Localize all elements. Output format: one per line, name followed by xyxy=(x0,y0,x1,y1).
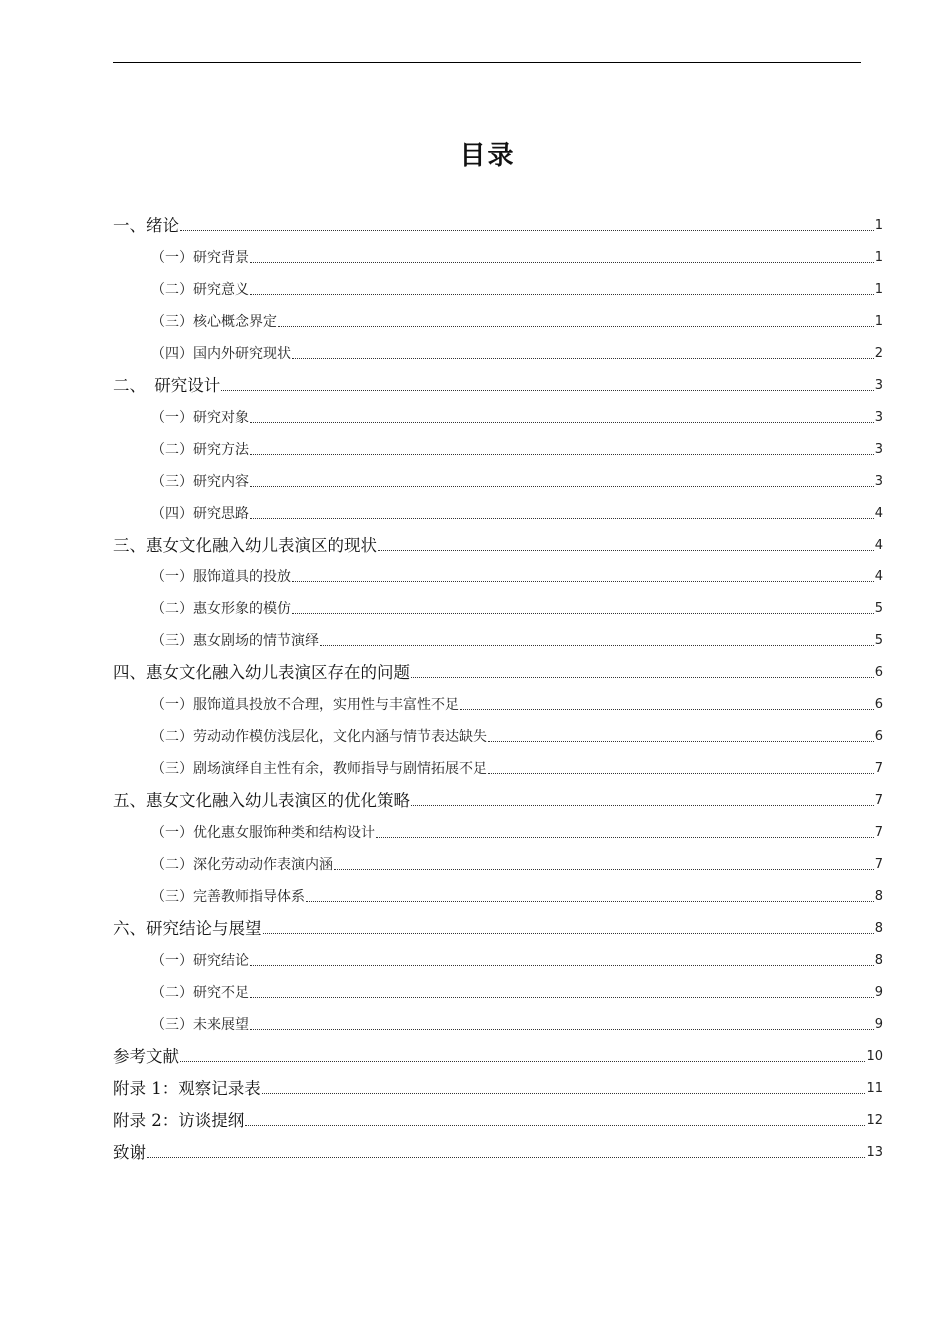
toc-page-number: 1 xyxy=(874,281,883,297)
toc-page-number: 5 xyxy=(874,601,883,617)
toc-chapter-entry[interactable] xyxy=(113,1133,883,1163)
toc-section-entry[interactable] xyxy=(151,973,883,1003)
toc-dot-leader xyxy=(180,1061,865,1062)
toc-chapter-entry[interactable] xyxy=(113,206,883,236)
toc-dot-leader xyxy=(250,1029,874,1030)
toc-chapter-entry[interactable] xyxy=(113,909,883,939)
toc-section-entry[interactable] xyxy=(151,877,883,907)
toc-entry-title: （一）研究背景 xyxy=(151,249,249,266)
toc-chapter-entry[interactable] xyxy=(113,781,883,811)
toc-entry-title: （二）惠女形象的模仿 xyxy=(151,601,291,618)
toc-section-entry[interactable] xyxy=(151,1005,883,1035)
toc-dot-leader xyxy=(411,805,874,806)
toc-dot-leader xyxy=(245,1125,865,1126)
toc-entry-title: （一）服饰道具的投放 xyxy=(151,569,291,586)
toc-section-entry[interactable] xyxy=(151,238,883,268)
toc-dot-leader xyxy=(306,901,874,902)
toc-page-number: 5 xyxy=(874,633,883,649)
toc-section-entry[interactable] xyxy=(151,494,883,524)
toc-section-entry[interactable] xyxy=(151,430,883,460)
toc-section-entry[interactable] xyxy=(151,621,883,651)
toc-dot-leader xyxy=(334,869,874,870)
toc-entry-title: （三）惠女剧场的情节演绎 xyxy=(151,633,319,650)
toc-entry-title: 五、惠女文化融入幼儿表演区的优化策略 xyxy=(113,791,410,811)
toc-dot-leader xyxy=(180,230,874,231)
toc-page-number: 4 xyxy=(874,569,883,585)
toc-page-number: 3 xyxy=(874,409,883,425)
toc-page-number: 12 xyxy=(866,1112,883,1128)
toc-dot-leader xyxy=(320,645,874,646)
toc-section-entry[interactable] xyxy=(151,717,883,747)
toc-page-number: 7 xyxy=(874,793,883,809)
toc-chapter-entry[interactable] xyxy=(113,366,883,396)
toc-entry-title: （三）核心概念界定 xyxy=(151,313,277,330)
toc-chapter-entry[interactable] xyxy=(113,653,883,683)
toc-entry-title: （四）研究思路 xyxy=(151,505,249,522)
toc-section-entry[interactable] xyxy=(151,685,883,715)
toc-dot-leader xyxy=(488,741,874,742)
toc-entry-title: 三、惠女文化融入幼儿表演区的现状 xyxy=(113,535,377,555)
toc-entry-title: （二）研究意义 xyxy=(151,281,249,298)
toc-dot-leader xyxy=(250,454,874,455)
toc-section-entry[interactable] xyxy=(151,334,883,364)
toc-dot-leader xyxy=(378,550,874,551)
toc-page-number: 6 xyxy=(874,697,883,713)
toc-dot-leader xyxy=(292,613,874,614)
toc-dot-leader xyxy=(376,837,874,838)
toc-page-number: 10 xyxy=(866,1048,883,1064)
toc-page-number: 2 xyxy=(874,345,883,361)
toc-section-entry[interactable] xyxy=(151,270,883,300)
toc-page-number: 3 xyxy=(874,473,883,489)
toc-dot-leader xyxy=(488,773,874,774)
toc-page-number: 8 xyxy=(874,920,883,936)
toc-dot-leader xyxy=(411,677,874,678)
toc-chapter-entry[interactable] xyxy=(113,1101,883,1131)
toc-dot-leader xyxy=(250,294,874,295)
toc-section-entry[interactable] xyxy=(151,302,883,332)
toc-section-entry[interactable] xyxy=(151,941,883,971)
toc-entry-title: （二）研究方法 xyxy=(151,441,249,458)
toc-dot-leader xyxy=(250,997,874,998)
toc-dot-leader xyxy=(250,518,874,519)
toc-entry-title: （三）未来展望 xyxy=(151,1016,249,1033)
toc-dot-leader xyxy=(278,326,874,327)
toc-entry-title: 附录 1：观察记录表 xyxy=(113,1078,261,1098)
toc-entry-title: （一）研究结论 xyxy=(151,952,249,969)
toc-entry-title: 参考文献 xyxy=(113,1046,179,1066)
toc-dot-leader xyxy=(250,262,874,263)
toc-entry-title: （二）研究不足 xyxy=(151,984,249,1001)
toc-page-number: 6 xyxy=(874,665,883,681)
toc-entry-title: （四）国内外研究现状 xyxy=(151,345,291,362)
toc-dot-leader xyxy=(147,1157,865,1158)
toc-section-entry[interactable] xyxy=(151,749,883,779)
toc-entry-title: 一、绪论 xyxy=(113,216,179,235)
toc-dot-leader xyxy=(263,933,874,934)
toc-page-number: 3 xyxy=(874,377,883,393)
toc-entry-title: （二）劳动动作模仿浅层化，文化内涵与情节表达缺失 xyxy=(151,729,487,746)
toc-dot-leader xyxy=(250,965,874,966)
toc-title: 目录 xyxy=(459,141,516,171)
toc-page-number: 8 xyxy=(874,952,883,968)
toc-entry-title: （一）服饰道具投放不合理，实用性与丰富性不足 xyxy=(151,697,459,714)
toc-page-number: 11 xyxy=(866,1080,883,1096)
toc-page-number: 7 xyxy=(874,857,883,872)
toc-section-entry[interactable] xyxy=(151,813,883,843)
toc-page-number: 4 xyxy=(874,537,883,553)
toc-dot-leader xyxy=(250,486,874,487)
toc-entry-title: （三）剧场演绎自主性有余，教师指导与剧情拓展不足 xyxy=(151,761,487,778)
toc-dot-leader xyxy=(262,1093,866,1094)
toc-page-number: 7 xyxy=(874,825,883,841)
toc-page-number: 9 xyxy=(874,1016,883,1032)
toc-page-number: 1 xyxy=(874,218,883,233)
toc-page-number: 1 xyxy=(874,313,883,329)
toc-page-number: 6 xyxy=(874,729,883,745)
toc-entry-title: 二、 研究设计 xyxy=(113,375,221,395)
toc-entry-title: （三）研究内容 xyxy=(151,473,249,490)
toc-entry-title: （一）优化惠女服饰种类和结构设计 xyxy=(151,825,375,842)
toc-entry-title: 四、惠女文化融入幼儿表演区存在的问题 xyxy=(113,663,410,683)
toc-section-entry[interactable] xyxy=(151,462,883,492)
header-rule xyxy=(113,62,861,63)
toc-page-number: 3 xyxy=(874,441,883,457)
toc-page-number: 4 xyxy=(874,505,883,521)
toc-page-number: 1 xyxy=(874,249,883,265)
toc-dot-leader xyxy=(221,390,873,391)
toc-page-number: 8 xyxy=(874,888,883,904)
toc-chapter-entry[interactable] xyxy=(113,1037,883,1067)
toc-chapter-entry[interactable] xyxy=(113,1069,883,1099)
toc-chapter-entry[interactable] xyxy=(113,526,883,556)
toc-entry-title: （三）完善教师指导体系 xyxy=(151,888,305,905)
toc-entry-title: 六、研究结论与展望 xyxy=(113,918,262,938)
toc-entry-title: 附录 2：访谈提纲 xyxy=(113,1110,245,1130)
toc-dot-leader xyxy=(250,422,874,423)
toc-entry-title: （二）深化劳动动作表演内涵 xyxy=(151,857,333,873)
toc-entry-title: （一）研究对象 xyxy=(151,409,249,426)
toc-section-entry[interactable] xyxy=(151,557,883,587)
toc-page-number: 7 xyxy=(874,761,883,777)
toc-dot-leader xyxy=(460,709,874,710)
toc-dot-leader xyxy=(292,358,874,359)
toc-section-entry[interactable] xyxy=(151,398,883,428)
toc-section-entry[interactable] xyxy=(151,589,883,619)
toc-page-number: 9 xyxy=(874,984,883,1000)
toc-dot-leader xyxy=(292,581,874,582)
toc-section-entry[interactable] xyxy=(151,845,883,875)
toc-page-number: 13 xyxy=(866,1144,883,1160)
toc-entry-title: 致谢 xyxy=(113,1142,146,1162)
